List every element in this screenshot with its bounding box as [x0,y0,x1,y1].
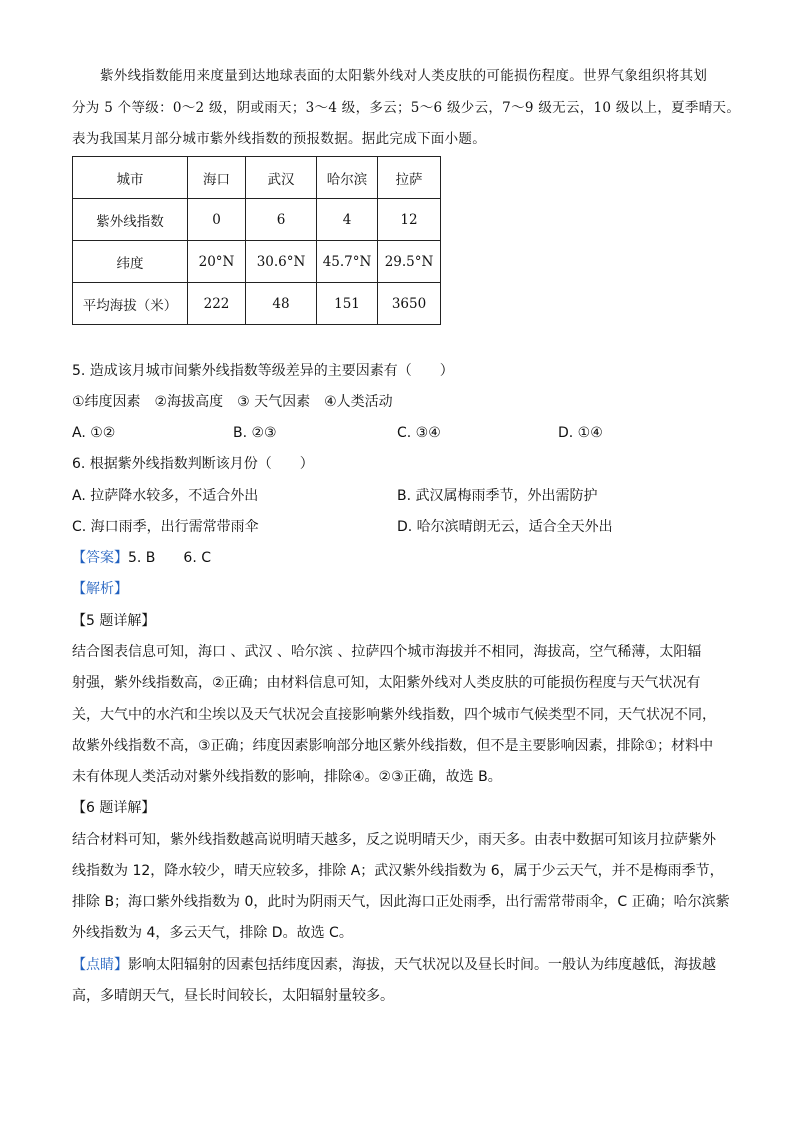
question-6-option-d: D. 哈尔滨晴朗无云，适合全天外出 [397,519,613,535]
detail-6-tag: 【6 题详解】 [72,800,156,816]
table-cell: 哈尔滨 [317,157,378,199]
table-cell: 城市 [73,157,188,199]
table-cell: 6 [246,199,317,241]
table-row [73,283,441,325]
note-line-2: 高，多晴朗天气，昼长时间较长，太阳辐射量较多。 [72,988,394,1004]
table-cell: 3650 [378,283,441,325]
detail-6-line: 排除 B；海口紫外线指数为 0，此时为阴雨天气，因此海口正处雨季，出行需常带雨伞，C 正确；哈尔滨紫 [72,894,730,910]
question-6-option-c: C. 海口雨季，出行需常带雨伞 [72,519,259,535]
note-tag: 【点睛】 [72,957,128,973]
intro-line-3: 表为我国某月部分城市紫外线指数的预报数据。据此完成下面小题。 [72,131,486,147]
question-6-option-a: A. 拉萨降水较多，不适合外出 [72,488,259,504]
question-5-option-a: A. ①② [72,425,116,441]
detail-5-line: 未有体现人类活动对紫外线指数的影响，排除④。②③正确，故选 B。 [72,769,502,785]
question-5-items: ①纬度因素 ②海拔高度 ③ 天气因素 ④人类活动 [72,394,393,410]
question-5-option-c: C. ③④ [397,425,441,441]
intro-line-2: 分为 5 个等级：0～2 级，阴或雨天；3～4 级，多云；5～6 级少云，7～9 级无云，10 级以上，夏季晴天。 [72,100,741,116]
question-6-option-b: B. 武汉属梅雨季节，外出需防护 [397,488,598,504]
table-cell: 海口 [188,157,246,199]
detail-6-line: 结合材料可知，紫外线指数越高说明晴天越多，反之说明晴天少，雨天多。由表中数据可知该月拉萨紫外 [72,832,716,848]
detail-5-line: 关，大气中的水汽和尘埃以及天气状况会直接影响紫外线指数，四个城市气候类型不同，天气状况不同， [72,707,716,723]
table-cell: 222 [188,283,246,325]
question-5-option-d: D. ①④ [558,425,603,441]
note-line-1 [72,955,716,975]
table-cell: 平均海拔（米） [73,283,188,325]
table-cell: 4 [317,199,378,241]
table-cell: 29.5°N [378,241,441,283]
answer-tag: 【答案】 [72,550,128,566]
note-text: 影响太阳辐射的因素包括纬度因素，海拔，天气状况以及昼长时间。一般认为纬度越低，海拔越 [128,957,716,973]
table-cell: 20°N [188,241,246,283]
table-cell: 紫外线指数 [73,199,188,241]
table-cell: 0 [188,199,246,241]
intro-line-1: 紫外线指数能用来度量到达地球表面的太阳紫外线对人类皮肤的可能损伤程度。世界气象组织将其划 [100,68,708,84]
detail-5-line: 结合图表信息可知，海口 、武汉 、哈尔滨 、拉萨四个城市海拔并不相同，海拔高，空气稀薄，太阳辐 [72,644,702,660]
table-cell: 拉萨 [378,157,441,199]
question-5-stem: 5. 造成该月城市间紫外线指数等级差异的主要因素有（ ） [72,363,454,379]
table-cell: 武汉 [246,157,317,199]
table-row [73,199,441,241]
table-cell: 30.6°N [246,241,317,283]
detail-5-line: 故紫外线指数不高，③正确；纬度因素影响部分地区紫外线指数，但不是主要影响因素，排除①；材料中 [72,738,714,754]
answer-line [72,548,211,568]
table-cell: 纬度 [73,241,188,283]
table-cell: 12 [378,199,441,241]
answer-text: 5. B 6. C [128,550,211,566]
table-row [73,157,441,199]
question-6-stem: 6. 根据紫外线指数判断该月份（ ） [72,456,314,472]
detail-5-line: 射强，紫外线指数高，②正确；由材料信息可知，太阳紫外线对人类皮肤的可能损伤程度与天气状况有 [72,675,701,691]
analysis-tag: 【解析】 [72,581,128,597]
detail-5-tag: 【5 题详解】 [72,613,156,629]
table-cell: 45.7°N [317,241,378,283]
detail-6-line: 外线指数为 4，多云天气，排除 D。故选 C。 [72,925,353,941]
table-row [73,241,441,283]
table-cell: 48 [246,283,317,325]
uv-index-table [72,156,441,325]
question-5-option-b: B. ②③ [233,425,277,441]
detail-6-line: 线指数为 12，降水较少，晴天应较多，排除 A；武汉紫外线指数为 6，属于少云天气，并不是梅雨季节， [72,863,724,879]
table-cell: 151 [317,283,378,325]
